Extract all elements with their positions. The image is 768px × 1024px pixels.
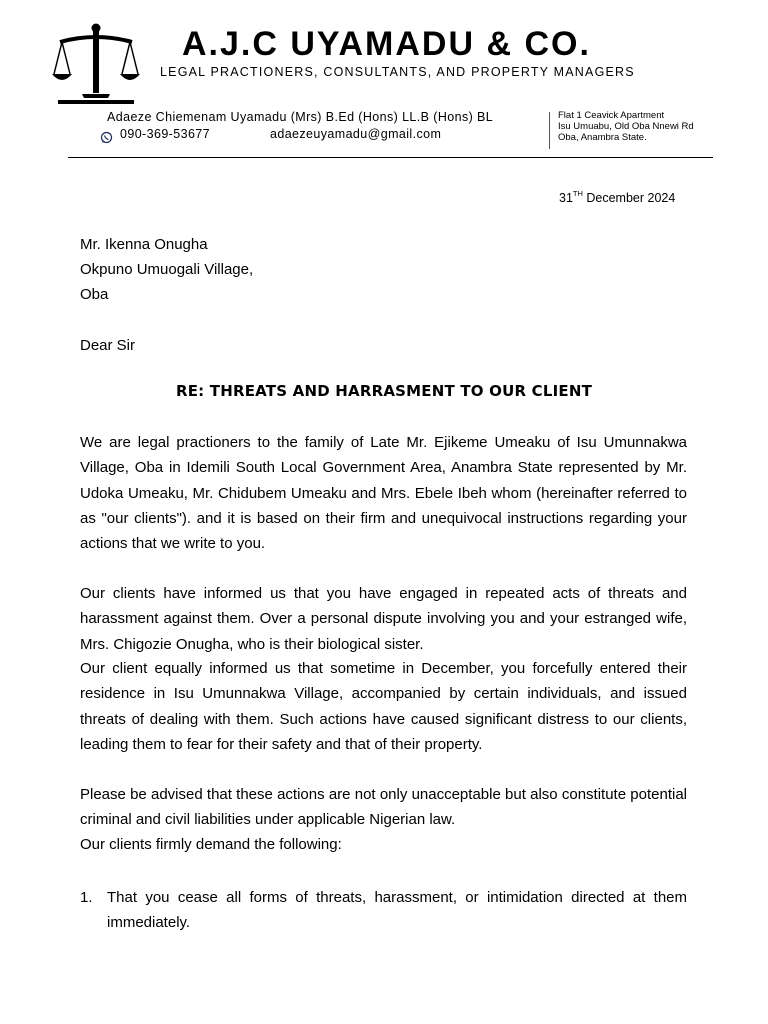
date-suffix: TH: [572, 189, 583, 198]
addressee-name: Mr. Ikenna Onugha: [80, 236, 208, 253]
subject-line: RE: THREATS AND HARRASMENT TO OUR CLIENT: [175, 382, 593, 400]
phone-number: 090-369-53677: [120, 127, 210, 141]
body-paragraph: Our clients have informed us that you have engaged in repeated acts of threats and harassment against them. Over a personal dispute involving you and your estranged wife, Mrs. Chigozie Onugha, who is their biological sister.: [80, 585, 687, 653]
address-divider: [549, 112, 550, 149]
addressee-line: Okpuno Umuogali Village,: [80, 261, 254, 278]
letter-date: [559, 191, 675, 205]
firm-name: A.J.C UYAMADU & CO.: [182, 25, 591, 63]
address-line: Isu Umuabu, Old Oba Nnewi Rd: [558, 121, 694, 132]
salutation: Dear Sir: [80, 337, 136, 354]
date-day: 31: [559, 191, 573, 205]
addressee-line: Oba: [80, 286, 109, 303]
body-paragraph: Please be advised that these actions are not only unacceptable but also constitute potential criminal and civil liabilities under applicable Nigerian law.: [80, 786, 687, 829]
firm-tagline: LEGAL PRACTIONERS, CONSULTANTS, AND PROPERTY MANAGERS: [160, 65, 635, 79]
letterhead-divider: [68, 157, 713, 158]
scales-of-justice-icon: [52, 22, 140, 106]
address-line: Oba, Anambra State.: [558, 132, 647, 143]
email-address: adaezeuyamadu@gmail.com: [270, 127, 442, 141]
whatsapp-icon: [100, 131, 113, 144]
principal-name: Adaeze Chiemenam Uyamadu (Mrs) B.Ed (Hons) LL.B (Hons) BL: [107, 110, 494, 124]
demand-text: That you cease all forms of threats, harassment, or intimidation directed at them immediately.: [107, 889, 687, 932]
address-line: Flat 1 Ceavick Apartment: [558, 110, 665, 121]
body-paragraph: We are legal practioners to the family of Late Mr. Ejikeme Umeaku of Isu Umunnakwa Village, Oba in Idemili South Local Government Area, Anambra State represented by Mr. Udoka Umeaku, Mr. Chidubem Umeaku and Mrs. Ebele Ibeh whom (hereinafter referred to as "our clients"). and it is based on their firm and unequivocal instructions regarding your actions that we write to you.: [80, 434, 687, 553]
date-month-year: December 2024: [582, 191, 676, 205]
body-paragraph: Our client equally informed us that sometime in December, you forcefully entered their residence in Isu Umunnakwa Village, accompanied by certain individuals, and issued threats of dealing with them. Such actions have caused significant distress to our clients, leading them to fear for their safety and that of their property.: [80, 660, 687, 753]
demand-number: 1.: [80, 889, 93, 906]
body-paragraph: Our clients firmly demand the following:: [80, 836, 342, 853]
